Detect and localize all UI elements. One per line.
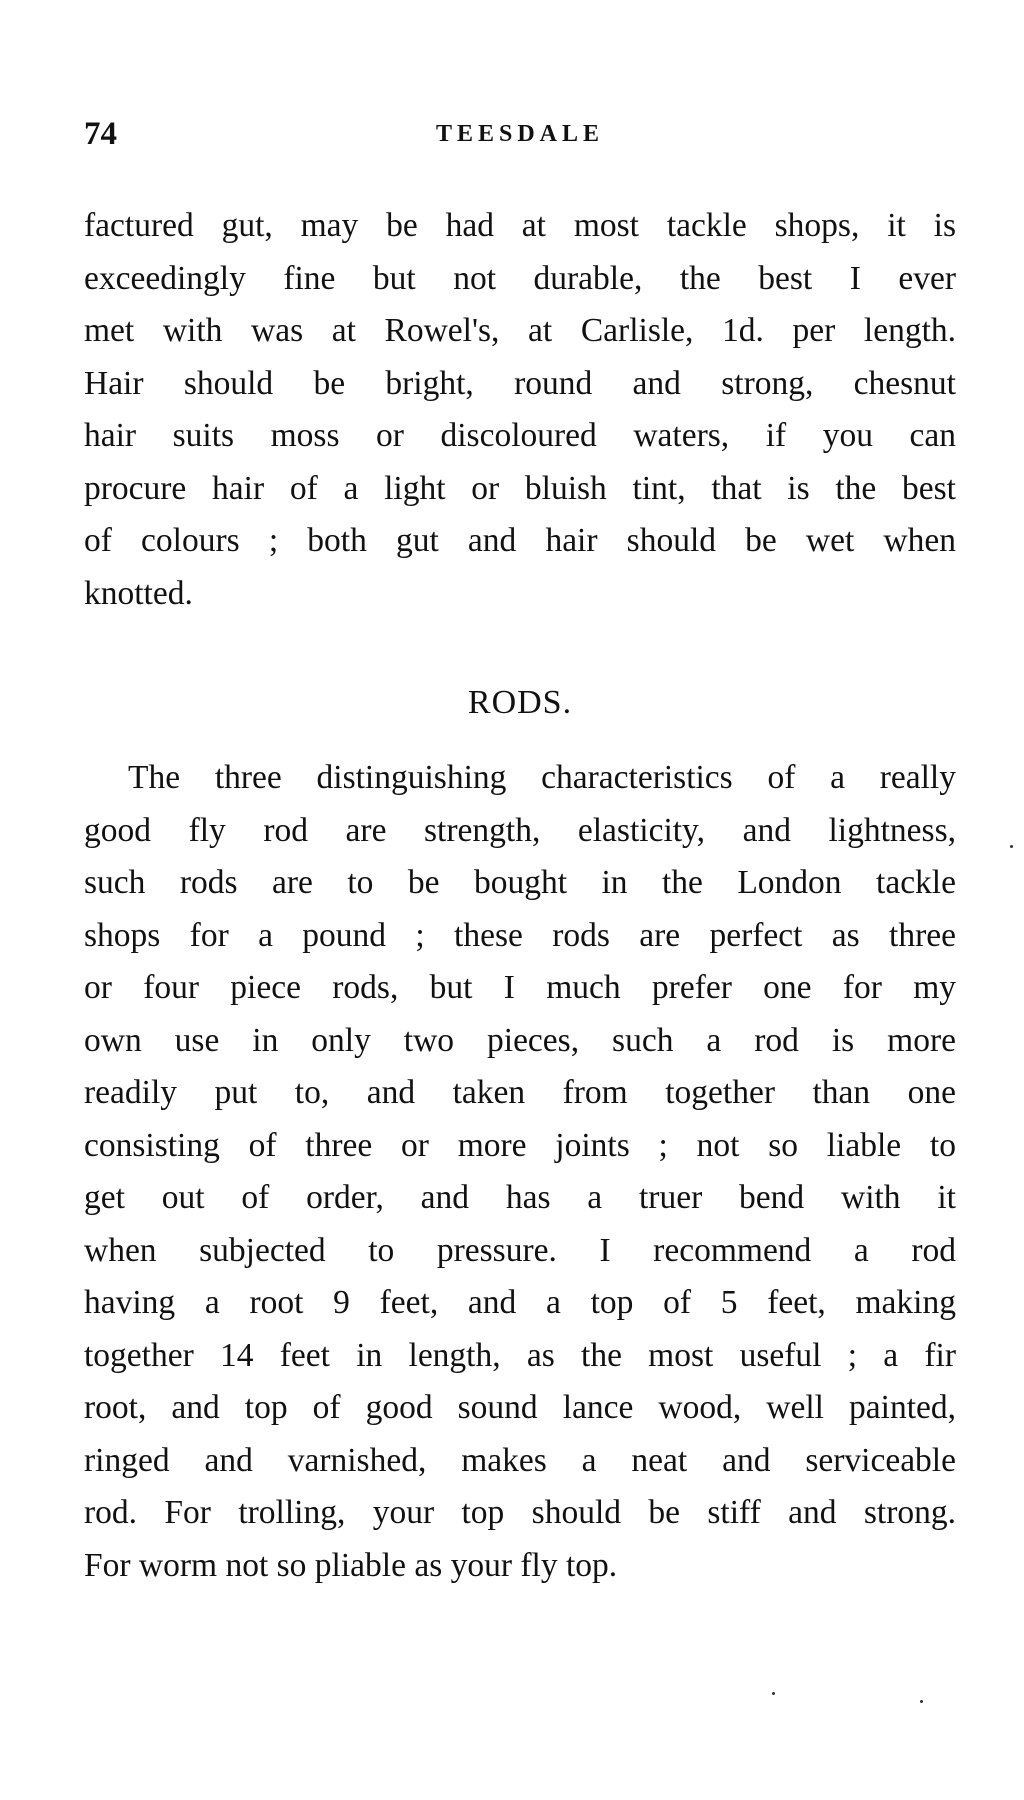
- text-line: of colours ; both gut and hair should be wet when: [84, 522, 956, 559]
- text-line: knotted.: [84, 574, 193, 612]
- paragraph-rods: [84, 752, 956, 1592]
- book-page: [84, 0, 956, 1800]
- text-line: get out of order, and has a truer bend with it: [84, 1179, 956, 1216]
- text-line: having a root 9 feet, and a top of 5 feet, making: [84, 1284, 956, 1321]
- text-line: ringed and varnished, makes a neat and serviceable: [84, 1441, 956, 1479]
- text-line: exceedingly fine but not durable, the best I ever: [84, 259, 956, 297]
- text-line: hair suits moss or discoloured waters, if you can: [84, 417, 956, 454]
- text-line: rod. For trolling, your top should be stiff and strong.: [84, 1494, 956, 1531]
- paper-speck: [920, 1700, 923, 1703]
- paper-speck: [1010, 845, 1013, 848]
- section-heading-rods: RODS.: [467, 684, 573, 721]
- text-line: The three distinguishing characteristics of a really: [128, 759, 956, 796]
- paper-speck: [772, 1692, 775, 1695]
- paragraph-gut-and-hair: [84, 200, 956, 620]
- text-line: Hair should be bright, round and strong, chesnut: [84, 364, 956, 402]
- text-line: or four piece rods, but I much prefer one for my: [84, 969, 956, 1006]
- text-line: For worm not so pliable as your fly top.: [84, 1546, 618, 1584]
- running-title: TEESDALE: [435, 121, 605, 147]
- text-line: shops for a pound ; these rods are perfect as three: [84, 916, 956, 954]
- text-line: consisting of three or more joints ; not so liable to: [84, 1126, 956, 1164]
- text-line: procure hair of a light or bluish tint, that is the best: [84, 469, 956, 507]
- text-line: root, and top of good sound lance wood, well painted,: [84, 1389, 956, 1426]
- page-number: 74: [84, 116, 117, 152]
- text-line: when subjected to pressure. I recommend a rod: [84, 1231, 956, 1269]
- text-line: met with was at Rowel's, at Carlisle, 1d. per length.: [84, 312, 956, 349]
- text-line: such rods are to be bought in the London tackle: [84, 864, 956, 901]
- text-line: readily put to, and taken from together than one: [84, 1074, 956, 1111]
- text-line: together 14 feet in length, as the most useful ; a fir: [84, 1336, 956, 1374]
- text-line: factured gut, may be had at most tackle shops, it is: [84, 207, 956, 244]
- running-head: [84, 112, 956, 156]
- text-line: own use in only two pieces, such a rod is more: [84, 1021, 956, 1059]
- text-line: good fly rod are strength, elasticity, and lightness,: [84, 811, 956, 849]
